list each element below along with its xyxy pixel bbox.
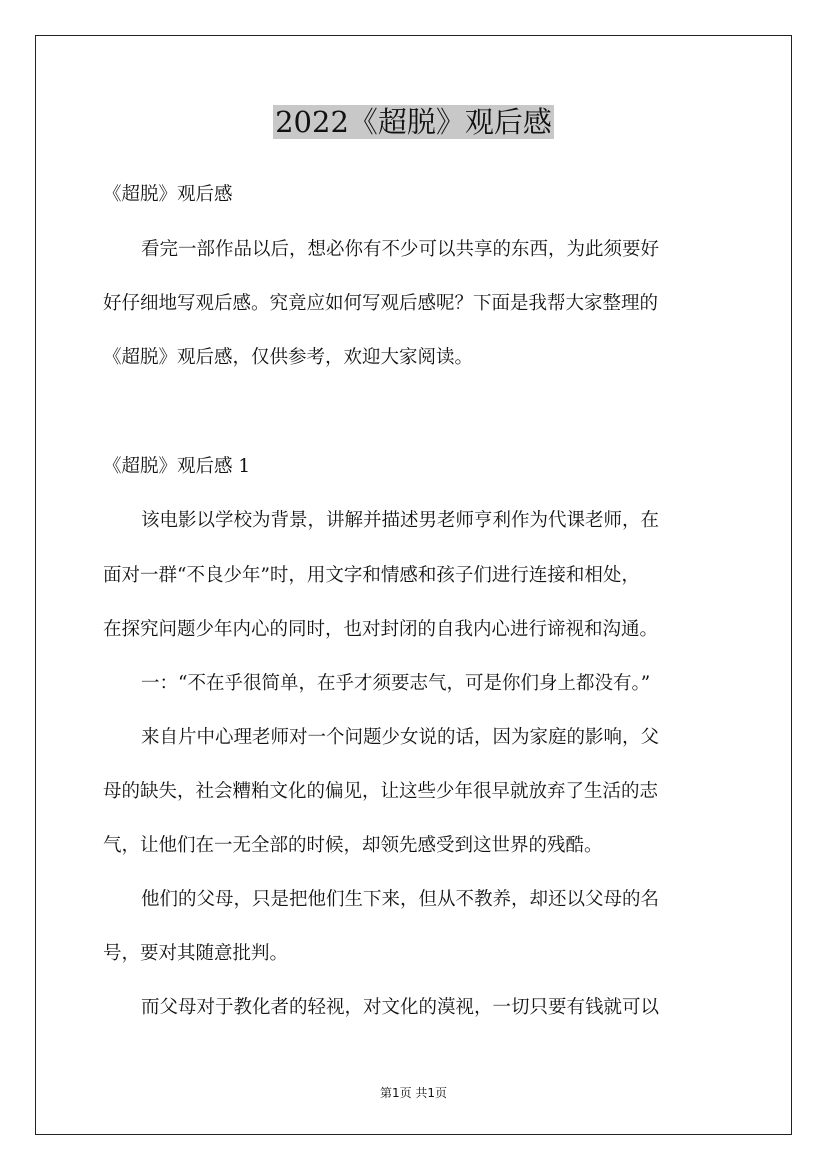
body-line-5: 来自片中心理老师对一个问题少女说的话，因为家庭的影响，父 (141, 727, 660, 748)
body-line-1: 该电影以学校为背景，讲解并描述男老师亨利作为代课老师，在 (141, 510, 660, 531)
body-line-9: 号，要对其随意批判。 (103, 943, 289, 964)
document-subtitle: 《超脱》观后感 (103, 184, 233, 205)
body-line-2: 面对一群“不良少年”时，用文字和情感和孩子们进行连接和相处， (103, 565, 640, 586)
document-title (0, 102, 827, 142)
intro-line-2: 好仔细地写观后感。究竟应如何写观后感呢？下面是我帮大家整理的 (103, 293, 659, 314)
section-heading: 《超脱》观后感 1 (103, 456, 251, 477)
page-footer: 第1页 共1页 (379, 1086, 448, 1100)
body-line-3: 在探究问题少年内心的同时，也对封闭的自我内心进行谛视和沟通。 (103, 619, 659, 640)
body-line-6: 母的缺失，社会糟粕文化的偏见，让这些少年很早就放弃了生活的志 (103, 781, 659, 802)
body-line-7: 气，让他们在一无全部的时候，却领先感受到这世界的残酷。 (103, 835, 603, 856)
body-line-4: 一：“不在乎很简单，在乎才须要志气，可是你们身上都没有。” (141, 673, 651, 694)
intro-line-3: 《超脱》观后感，仅供参考，欢迎大家阅读。 (103, 347, 474, 368)
body-line-8: 他们的父母，只是把他们生下来，但从不教养，却还以父母的名 (141, 889, 660, 910)
intro-line-1: 看完一部作品以后，想必你有不少可以共享的东西，为此须要好 (141, 239, 660, 260)
body-line-10: 而父母对于教化者的轻视，对文化的漠视，一切只要有钱就可以 (141, 997, 660, 1018)
document-title-text: 2022《超脱》观后感 (275, 105, 552, 139)
